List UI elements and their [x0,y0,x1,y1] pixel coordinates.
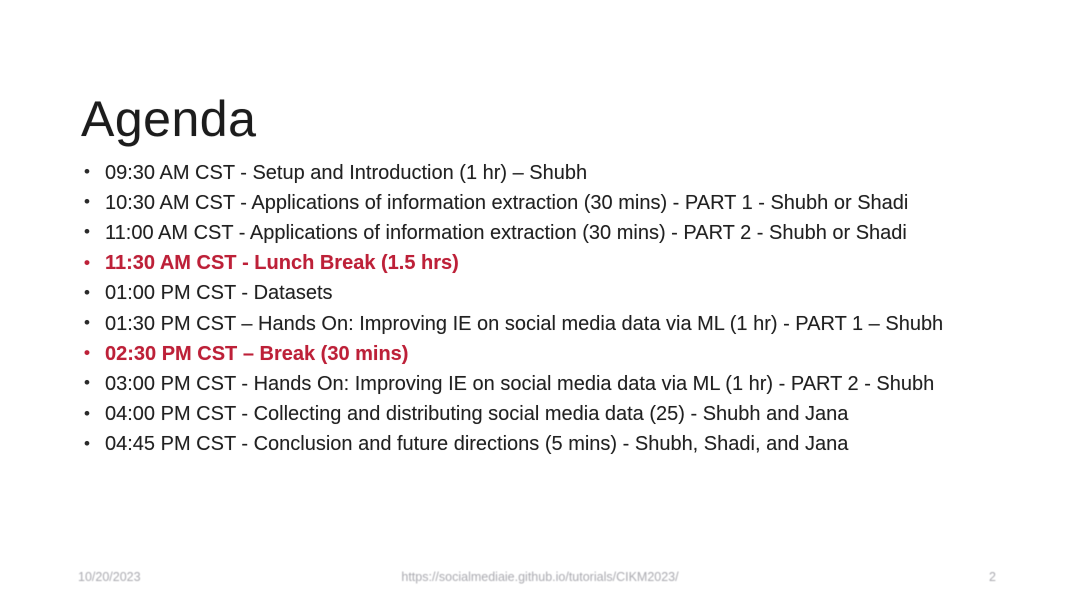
agenda-item-text: • 01:30 PM CST – Hands On: Improving IE on social media data via ML (1 hr) - PART 1 – Shubh [105,312,944,335]
agenda-item-text: • 04:00 PM CST - Collecting and distributing social media data (25) - Shubh and Jana [105,403,849,426]
agenda-item-text: • 11:00 AM CST - Applications of information extraction (30 mins) - PART 2 - Shubh or Shadi [105,221,907,244]
agenda-list [84,158,1024,460]
agenda-list-item [84,158,1024,188]
agenda-item-text: • 02:30 PM CST – Break (30 mins) [105,342,409,365]
agenda-item-text: • 03:00 PM CST - Hands On: Improving IE on social media data via ML (1 hr) - PART 2 - Shubh [105,372,935,395]
agenda-list-item [84,279,1024,309]
slide-title: Agenda [81,90,257,147]
slide-number: 2 [989,570,996,584]
agenda-item-text: • 11:30 AM CST - Lunch Break (1.5 hrs) [105,252,459,275]
footer-date: 10/20/2023 [78,570,141,584]
agenda-item-text: • 10:30 AM CST - Applications of information extraction (30 mins) - PART 1 - Shubh or Shadi [105,191,909,214]
agenda-list-item [84,400,1024,430]
footer-url: https://socialmediaie.github.io/tutorials/CIKM2023/ [401,570,679,584]
agenda-list-item [84,430,1024,460]
agenda-item-text: • 09:30 AM CST - Setup and Introduction (1 hr) – Shubh [105,161,588,184]
agenda-list-item [84,188,1024,218]
agenda-list-item [84,309,1024,339]
agenda-item-text: • 01:00 PM CST - Datasets [105,282,333,305]
agenda-list-item [84,339,1024,369]
agenda-list-item [84,249,1024,279]
agenda-list-item [84,369,1024,399]
agenda-item-text: • 04:45 PM CST - Conclusion and future directions (5 mins) - Shubh, Shadi, and Jana [105,433,849,456]
agenda-list-item [84,218,1024,248]
